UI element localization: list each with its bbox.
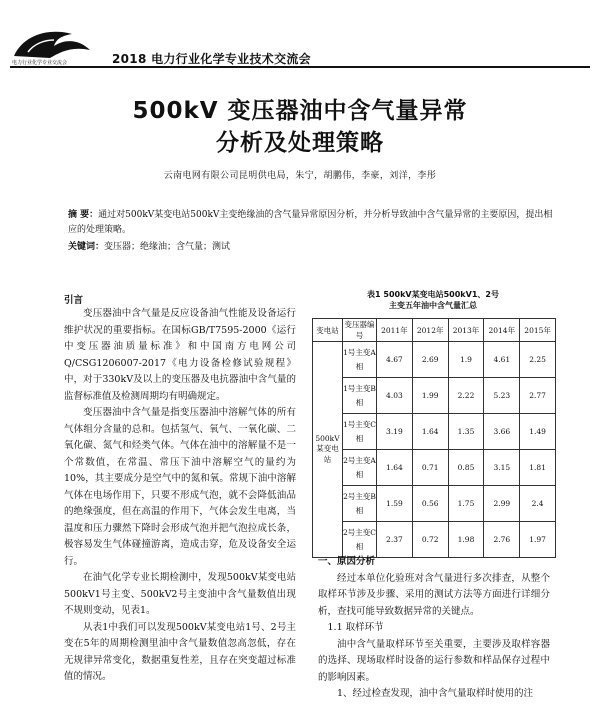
table-row: [313, 414, 556, 450]
intro-paragraph: 在油气化学专业长期检测中，发现500kV某变电站500kV1号主变、500kV2号主变油中含气量数值出现不规则变动，见表1。: [64, 572, 296, 616]
gas-content-table: [312, 318, 556, 558]
value-cell: 1.97: [520, 522, 556, 558]
paper-title-line2: 分析及处理策略: [216, 130, 384, 156]
table-row: [313, 342, 556, 378]
value-cell: 1.99: [412, 378, 448, 414]
value-cell: 4.61: [484, 342, 520, 378]
section-heading: 一、原因分析: [318, 556, 376, 567]
column-header: 变电站: [313, 319, 343, 342]
column-header: 变压器编号: [344, 320, 375, 340]
transformer-id-cell: 1号主变B相: [343, 378, 377, 414]
abstract: [68, 208, 556, 238]
value-cell: 0.71: [412, 450, 448, 486]
left-column: [64, 306, 296, 686]
value-cell: 1.75: [448, 486, 484, 522]
keywords-text: 变压器；绝缘油；含气量；测试: [104, 242, 231, 252]
page-header: [10, 26, 590, 68]
intro-paragraph: 变压器油中含气量是反应设备油气性能及设备运行维护状况的重要指标。在国标GB/T7595-2000《运行中变压器油质量标准》和中国南方电网公司Q/CSG1206007-2017《电力设备检修试验规程》中，对于330kV及以上的变压器及电抗器油中含气量的监督标准值及检测周期均有明确规定。: [64, 308, 296, 402]
table-caption-line1: 表1 500kV某变电站500kV1、2号: [367, 290, 499, 299]
value-cell: 1.35: [448, 414, 484, 450]
value-cell: 0.56: [412, 486, 448, 522]
column-header: 2015年: [520, 319, 556, 342]
value-cell: 0.72: [412, 522, 448, 558]
value-cell: 1.64: [412, 414, 448, 450]
conference-name: 2018 电力行业化学专业技术交流会: [112, 52, 311, 66]
value-cell: 2.4: [520, 486, 556, 522]
value-cell: 2.99: [484, 486, 520, 522]
subsection-heading: 1.1 取样环节: [327, 622, 384, 633]
value-cell: 4.03: [377, 378, 413, 414]
transformer-id-cell: 1号主变C相: [343, 414, 377, 450]
table-row: [313, 522, 556, 558]
value-cell: 3.15: [484, 450, 520, 486]
value-cell: 2.69: [412, 342, 448, 378]
table-caption: [308, 289, 558, 311]
transformer-id-cell: 2号主变A相: [343, 450, 377, 486]
keywords: [68, 240, 556, 255]
value-cell: 2.22: [448, 378, 484, 414]
value-cell: 2.25: [520, 342, 556, 378]
table-caption-line2: 主变五年油中含气量汇总: [389, 301, 477, 310]
value-cell: 3.19: [377, 414, 413, 450]
abstract-text: 通过对500kV某变电站500kV主变绝缘油的含气量异常原因分析，并分析导致油中含气量异常的主要原因，提出相应的处理策略。: [68, 210, 553, 235]
column-header: 2012年: [412, 319, 448, 342]
paper-title-line1: 500kV 变压器油中含气量异常: [132, 98, 468, 124]
section-paragraph: 经过本单位化验班对含气量进行多次排查，从整个取样环节涉及步骤、采用的测试方法等方面进行详细分析，查找可能导致数据异常的关键点。: [318, 572, 550, 617]
table-row: [313, 378, 556, 414]
value-cell: 1.81: [520, 450, 556, 486]
intro-heading: 引言: [64, 295, 84, 306]
value-cell: 1.9: [448, 342, 484, 378]
value-cell: 5.23: [484, 378, 520, 414]
intro-paragraph: 变压器油中含气量是指变压器油中溶解气体的所有气体组分含量的总和。包括氢气、氧气、一氧化碳、二氧化碳、氮气和烃类气体。气体在油中的溶解量不是一个常数值，在常温、常压下油中溶解空气的量约为10%，其主要成分是空气中的氮和氧。常规下油中溶解气体在电场作用下，只要不形成气泡，就不会降低油品的绝缘强度，但在高温的作用下，气体会发生电离，当温度和压力骤然下降时会形成气泡并把气泡拉成长条，极容易发生气体碰撞游离，造成击穿，危及设备安全运行。: [64, 407, 296, 567]
value-cell: 2.77: [520, 378, 556, 414]
table-row: [313, 486, 556, 522]
right-column: [318, 554, 550, 703]
section-paragraph: 油中含气量取样环节至关重要，主要涉及取样容器的选择、现场取样时设备的运行参数和样品保存过程中的影响因素。: [318, 638, 550, 683]
value-cell: 1.98: [448, 522, 484, 558]
transformer-id-cell: 2号主变B相: [343, 486, 377, 522]
svg-text:电力行业化学专业交流会: 电力行业化学专业交流会: [12, 60, 68, 66]
abstract-label: 摘 要：: [68, 210, 99, 220]
value-cell: 4.67: [377, 342, 413, 378]
keywords-label: 关键词：: [68, 242, 105, 252]
table-header-row: [313, 319, 556, 342]
value-cell: 1.59: [377, 486, 413, 522]
value-cell: 2.76: [484, 522, 520, 558]
header-rule: [10, 66, 590, 68]
table-row: [313, 450, 556, 486]
transformer-id-cell: 2号主变C相: [343, 522, 377, 558]
value-cell: 1.64: [377, 450, 413, 486]
transformer-id-cell: 1号主变A相: [343, 342, 377, 378]
value-cell: 1.49: [520, 414, 556, 450]
station-cell: 500kV某变电站: [313, 342, 343, 558]
column-header: 2014年: [484, 319, 520, 342]
column-header: 2013年: [448, 319, 484, 342]
value-cell: 2.37: [377, 522, 413, 558]
column-header: 2011年: [377, 319, 413, 342]
conference-logo: [10, 26, 106, 66]
value-cell: 0.85: [448, 450, 484, 486]
value-cell: 3.66: [484, 414, 520, 450]
intro-paragraph: 从表1中我们可以发现500kV某变电站1号、2号主变在5年的周期检测里油中含气量数值忽高忽低，存在无规律异常变化，数据重复性差，且存在突变超过标准值的情况。: [64, 621, 296, 682]
authors: 云南电网有限公司昆明供电局，朱宁，胡鹏伟，李豪，刘洋，李彤: [163, 171, 437, 181]
section-paragraph: 1、经过检查发现，油中含气量取样时使用的注: [337, 688, 534, 699]
